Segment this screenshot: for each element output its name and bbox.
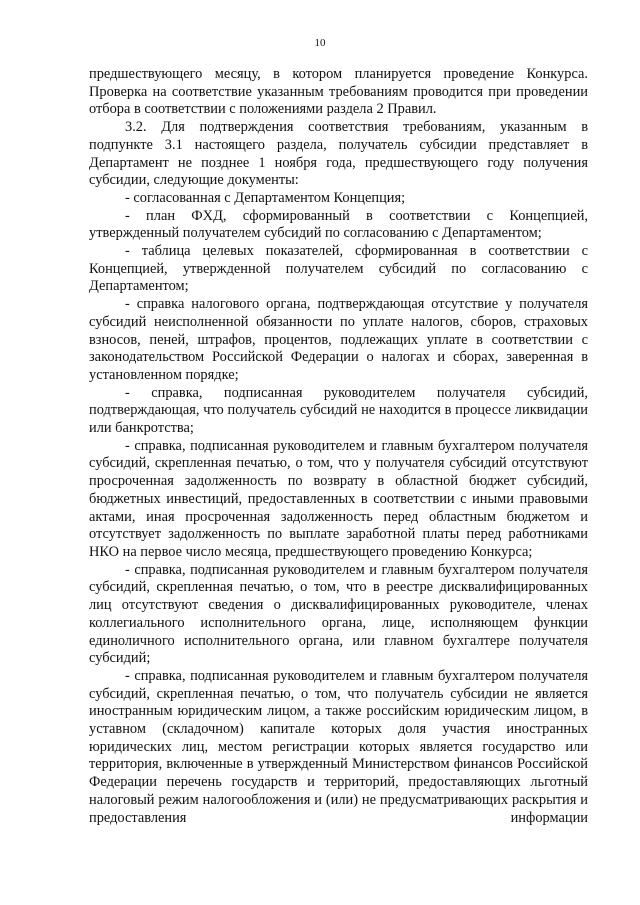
page-number: 10 xyxy=(314,37,326,49)
document-body xyxy=(89,66,588,827)
paragraph-3-2: 3.2. Для подтверждения соответствия требованиям, указанным в подпункте 3.1 настоящего раздела, получатель субсидии представляет в Департамент не позднее 1 ноября года, предшествующего году получения субсидии, следующие документы: xyxy=(89,119,588,189)
list-item-concept: - согласованная с Департаментом Концепция; xyxy=(125,189,406,206)
list-item-foreign-entity-certificate: - справка, подписанная руководителем и главным бухгалтером получателя субсидий, скрепленная печатью, о том, что получатель субсидии не является иностранным юридическим лицом, а также российским юридическим лицом, в уставном (складочном) капитале которых доля участия иностранных юридических лиц, местом регистрации которых является государство или территория, включенные в утвержденный Министерством финансов Российской Федерации перечень государств и территорий, предоставляющих льготный налоговый режим налогообложения и (или) не предусматривающих раскрытия и предоставления информации xyxy=(89,667,588,826)
list-item-liquidation-certificate: - справка, подписанная руководителем получателя субсидий, подтверждающая, что получатель субсидий не находится в процессе ликвидации или банкротства; xyxy=(89,384,588,437)
list-item-target-indicators: - таблица целевых показателей, сформированная в соответствии с Концепцией, утвержденной получателем субсидий по согласованию с Департаментом; xyxy=(89,243,588,295)
list-item-fhd-plan: - план ФХД, сформированный в соответствии с Концепцией, утвержденный получателем субсидий по согласованию с Департаментом; xyxy=(89,207,588,242)
list-item-tax-certificate: - справка налогового органа, подтверждающая отсутствие у получателя субсидий неисполненной обязанности по уплате налогов, сборов, страховых взносов, пеней, штрафов, процентов, подлежащих уплате в соответствии с законодательством Российской Федерации о налогах и сборах, заверенная в установленном порядке; xyxy=(89,296,588,383)
paragraph-continuation: предшествующего месяцу, в котором планируется проведение Конкурса. Проверка на соответствие указанным требованиям проводится при проведении отбора в соответствии с положениями раздела 2 Правил. xyxy=(89,66,588,118)
list-item-debt-certificate: - справка, подписанная руководителем и главным бухгалтером получателя субсидий, скрепленная печатью, о том, что у получателя субсидий отсутствуют просроченная задолженность по возврату в областной бюджет субсидий, бюджетных инвестиций, предоставленных в соответствии с иными правовыми актами, иная просроченная задолженность перед областным бюджетом и отсутствует задолженность по выплате заработной платы перед работниками НКО на первое число месяца, предшествующего проведению Конкурса; xyxy=(89,437,588,560)
list-item-disqualification-certificate: - справка, подписанная руководителем и главным бухгалтером получателя субсидий, скрепленная печатью, о том, что в реестре дисквалифицированных лиц отсутствуют сведения о дисквалифицированных руководителе, членах коллегиального исполнительного органа, лице, исполняющем функции единоличного исполнительного органа, или главном бухгалтере получателя субсидий; xyxy=(89,561,588,667)
